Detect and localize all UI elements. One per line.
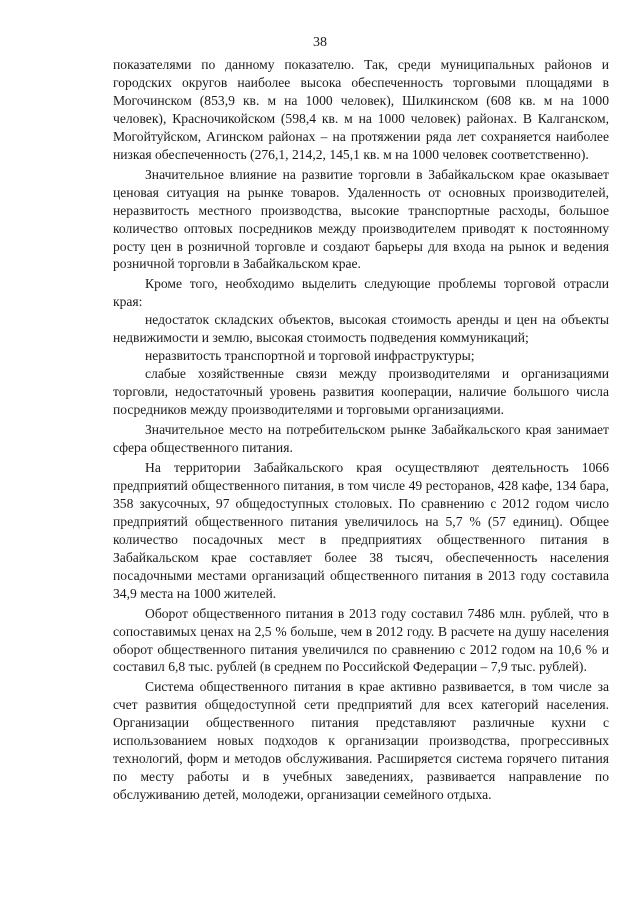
list-item-3: слабые хозяйственные связи между производителями и организациями торговли, недостаточный уровень развития кооперации, наличие большого числа посредников между производителями и торговыми организациями. (113, 366, 609, 418)
document-body (113, 56, 609, 804)
paragraph-5: На территории Забайкальского края осуществляют деятельность 1066 предприятий общественного питания, в том числе 49 ресторанов, 428 кафе, 134 бара, 358 закусочных, 97 общедоступных столовых. По сравнению с 2012 годом число предприятий общественного питания увеличилось на 5,7 % (57 единиц). Общее количество посадочных мест в предприятиях общественного питания в Забайкальском крае составляет более 38 тысяч, обеспеченность населения посадочными местами организаций общественного питания в 2013 году составила 34,9 места на 1000 жителей. (113, 459, 609, 601)
list-item-1: недостаток складских объектов, высокая стоимость аренды и цен на объекты недвижимости и землю, высокая стоимость подведения коммуникаций; (113, 312, 609, 346)
paragraph-4: Значительное место на потребительском рынке Забайкальского края занимает сфера общественного питания. (113, 422, 609, 456)
paragraph-2: Значительное влияние на развитие торговли в Забайкальском крае оказывает ценовая ситуация на рынке товаров. Удаленность от основных производителей, неразвитость местного производства, высокие транспортные расходы, большое количество оптовых посредников между производителем приводят к постоянному росту цен в розничной торговле и создают барьеры для входа на рынок и ведения розничной торговли в Забайкальском крае. (113, 166, 609, 272)
paragraph-7: Система общественного питания в крае активно развивается, в том числе за счет развития общедоступной сети предприятий для всех категорий населения. Организации общественного питания представляют различные кухни с использованием новых подходов к организации производства, прогрессивных технологий, форм и методов обслуживания. Расширяется система горячего питания по месту работы и в учебных заведениях, развивается направление по обслуживанию детей, молодежи, организации семейного отдыха. (113, 679, 609, 803)
paragraph-3: Кроме того, необходимо выделить следующие проблемы торговой отрасли края: (113, 276, 609, 310)
list-item-2: неразвитость транспортной и торговой инфраструктуры; (145, 348, 475, 364)
page-number: 38 (313, 35, 327, 50)
paragraph-6: Оборот общественного питания в 2013 году составил 7486 млн. рублей, что в сопоставимых ценах на 2,5 % больше, чем в 2012 году. В расчете на душу населения оборот общественного питания увеличился по сравнению с 2012 годом на 10,6 % и составил 6,8 тыс. рублей (в среднем по Российской Федерации – 7,9 тыс. рублей). (113, 605, 609, 675)
paragraph-1: показателями по данному показателю. Так, среди муниципальных районов и городских округов наиболее высока обеспеченность торговыми площадями в Могочинском (853,9 кв. м на 1000 человек), Шилкинском (608 кв. м на 1000 человек), Красночикойском (598,4 кв. м на 1000 человек) районах. В Калганском, Могойтуйском, Агинском районах – на протяжении ряда лет сохраняется наиболее низкая обеспеченность (276,1, 214,2, 145,1 кв. м на 1000 человек соответственно). (113, 57, 609, 162)
